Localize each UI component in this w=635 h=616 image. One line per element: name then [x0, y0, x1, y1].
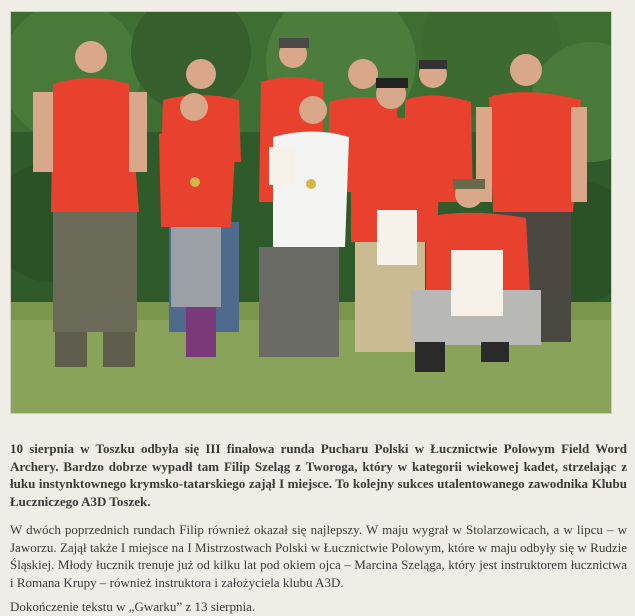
group-photo-icon — [11, 12, 611, 413]
article-body: W dwóch poprzednich rundach Filip również okazał się najlepszy. W maju wygrał w Stolarzowicach, a w lipcu – w Jaworzu. Zajął także I miejsce na I Mistrzostwach Polski w Łucznictwie Polowym, które w maju odbyły się w Rudzie Śląskiej. Młody łucznik trenuje już od kilku lat pod okiem ojca – Marcina Szeląga, który jest instruktorem łucznictwa i Romana Krupy – również instruktora i założyciela klubu A3D. — [10, 522, 627, 590]
team-photo — [10, 11, 612, 414]
article-lead: 10 sierpnia w Toszku odbyła się III finałowa runda Pucharu Polski w Łucznictwie Polowym Field Word Archery. Bardzo dobrze wypadł tam Filip Szeląg z Tworoga, który w kategorii wiekowej kadet, strzelając z łuku instynktownego krymsko-tatarskiego zajął I miejsce. To kolejny sukces utalentowanego zawodnika Klubu Łuczniczego A3D Toszek. — [10, 441, 627, 509]
article-footer: Dokończenie tekstu w „Gwarku” z 13 sierpnia. — [10, 599, 256, 614]
